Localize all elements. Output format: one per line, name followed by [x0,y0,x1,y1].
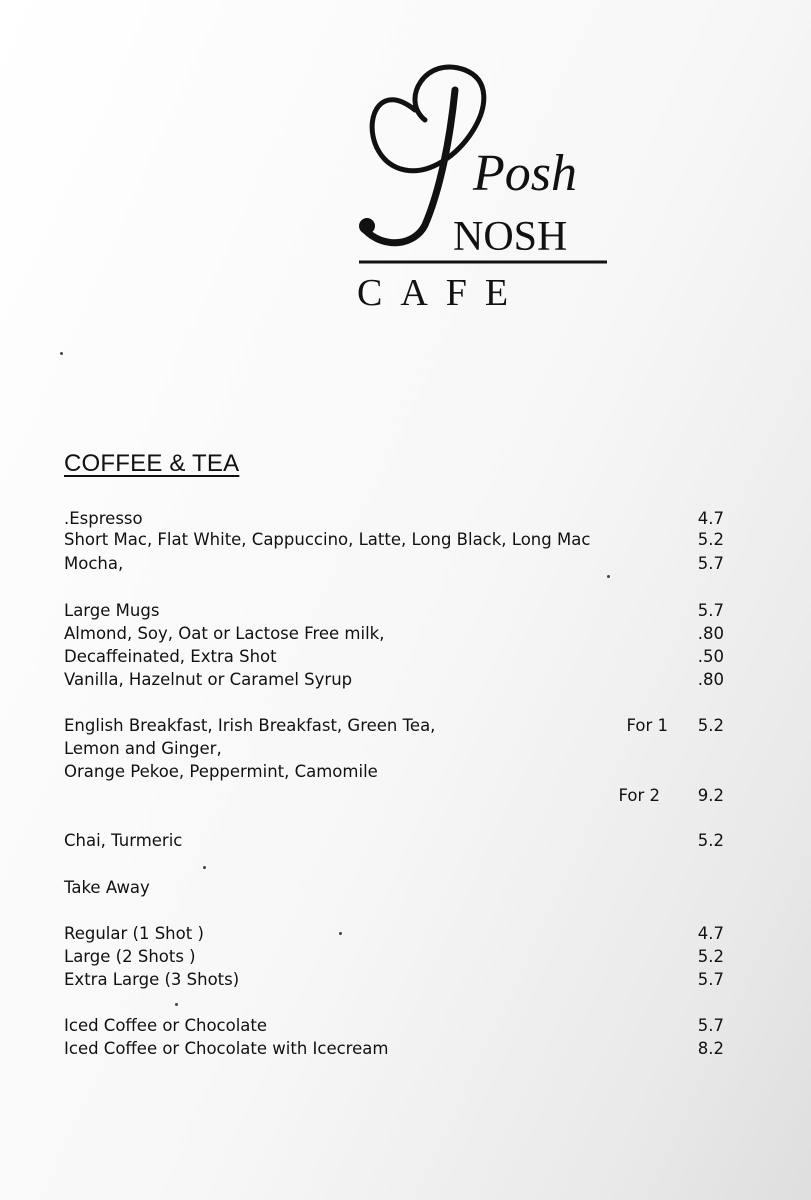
section-heading: COFFEE & TEA [64,450,240,477]
paper-speck [203,866,206,869]
item-label: Iced Coffee or Chocolate with Icecream [64,1039,389,1058]
menu-item [64,968,724,991]
paper-speck [607,575,610,578]
item-label: Iced Coffee or Chocolate [64,1016,268,1035]
item-price: .80 [697,624,724,643]
logo-word-nosh: NOSH [453,214,568,260]
menu-item [64,668,724,691]
item-price: .50 [697,647,724,666]
item-qty: For 2 [618,786,660,805]
item-label: Vanilla, Hazelnut or Caramel Syrup [64,670,353,689]
item-price: 5.2 [697,831,724,850]
paper-speck [339,932,342,935]
item-price: 5.7 [697,554,724,573]
item-label: Take Away [64,878,150,897]
menu-item [64,622,724,645]
item-price: 5.7 [697,601,724,620]
menu-item [64,507,724,530]
item-label: Almond, Soy, Oat or Lactose Free milk, [64,624,385,643]
item-qty: For 1 [626,716,668,735]
item-label: Large Mugs [64,601,160,620]
menu-item [64,552,724,575]
menu-item [64,829,724,852]
menu-item [64,599,724,622]
item-label: Orange Pekoe, Peppermint, Camomile [64,762,378,781]
item-price: 5.2 [697,716,724,735]
menu-item [64,1037,724,1060]
item-price: 8.2 [697,1039,724,1058]
menu-item [64,528,724,551]
logo-script-word: Posh [473,145,577,202]
item-price: .80 [697,670,724,689]
item-price: 5.7 [697,970,724,989]
item-label: Decaffeinated, Extra Shot [64,647,277,666]
logo-graphic [345,50,615,310]
item-label: Chai, Turmeric [64,831,183,850]
cafe-logo [345,50,615,310]
logo-word-cafe: CAFE [357,272,527,310]
item-label: Regular (1 Shot ) [64,924,204,943]
item-label: .Espresso [64,509,143,528]
item-price: 5.2 [697,530,724,549]
item-label: Mocha, [64,554,124,573]
item-price: 4.7 [697,924,724,943]
item-label: English Breakfast, Irish Breakfast, Green Tea, [64,716,436,735]
item-price: 9.2 [697,786,724,805]
paper-speck [175,1003,178,1006]
menu-item [64,645,724,668]
item-label: Lemon and Ginger, [64,739,222,758]
item-price: 4.7 [697,509,724,528]
item-price: 5.7 [697,1016,724,1035]
menu-item [64,1014,724,1037]
menu-item [64,945,724,968]
menu-item [64,876,724,899]
item-label: Large (2 Shots ) [64,947,196,966]
menu-item [64,922,724,945]
item-label: Extra Large (3 Shots) [64,970,240,989]
menu-item [64,760,724,783]
item-label: Short Mac, Flat White, Cappuccino, Latte, Long Black, Long Mac [64,530,591,549]
paper-speck [60,352,63,355]
menu-item [64,784,724,807]
item-price: 5.2 [697,947,724,966]
menu-item [64,737,724,760]
menu-item [64,714,724,737]
